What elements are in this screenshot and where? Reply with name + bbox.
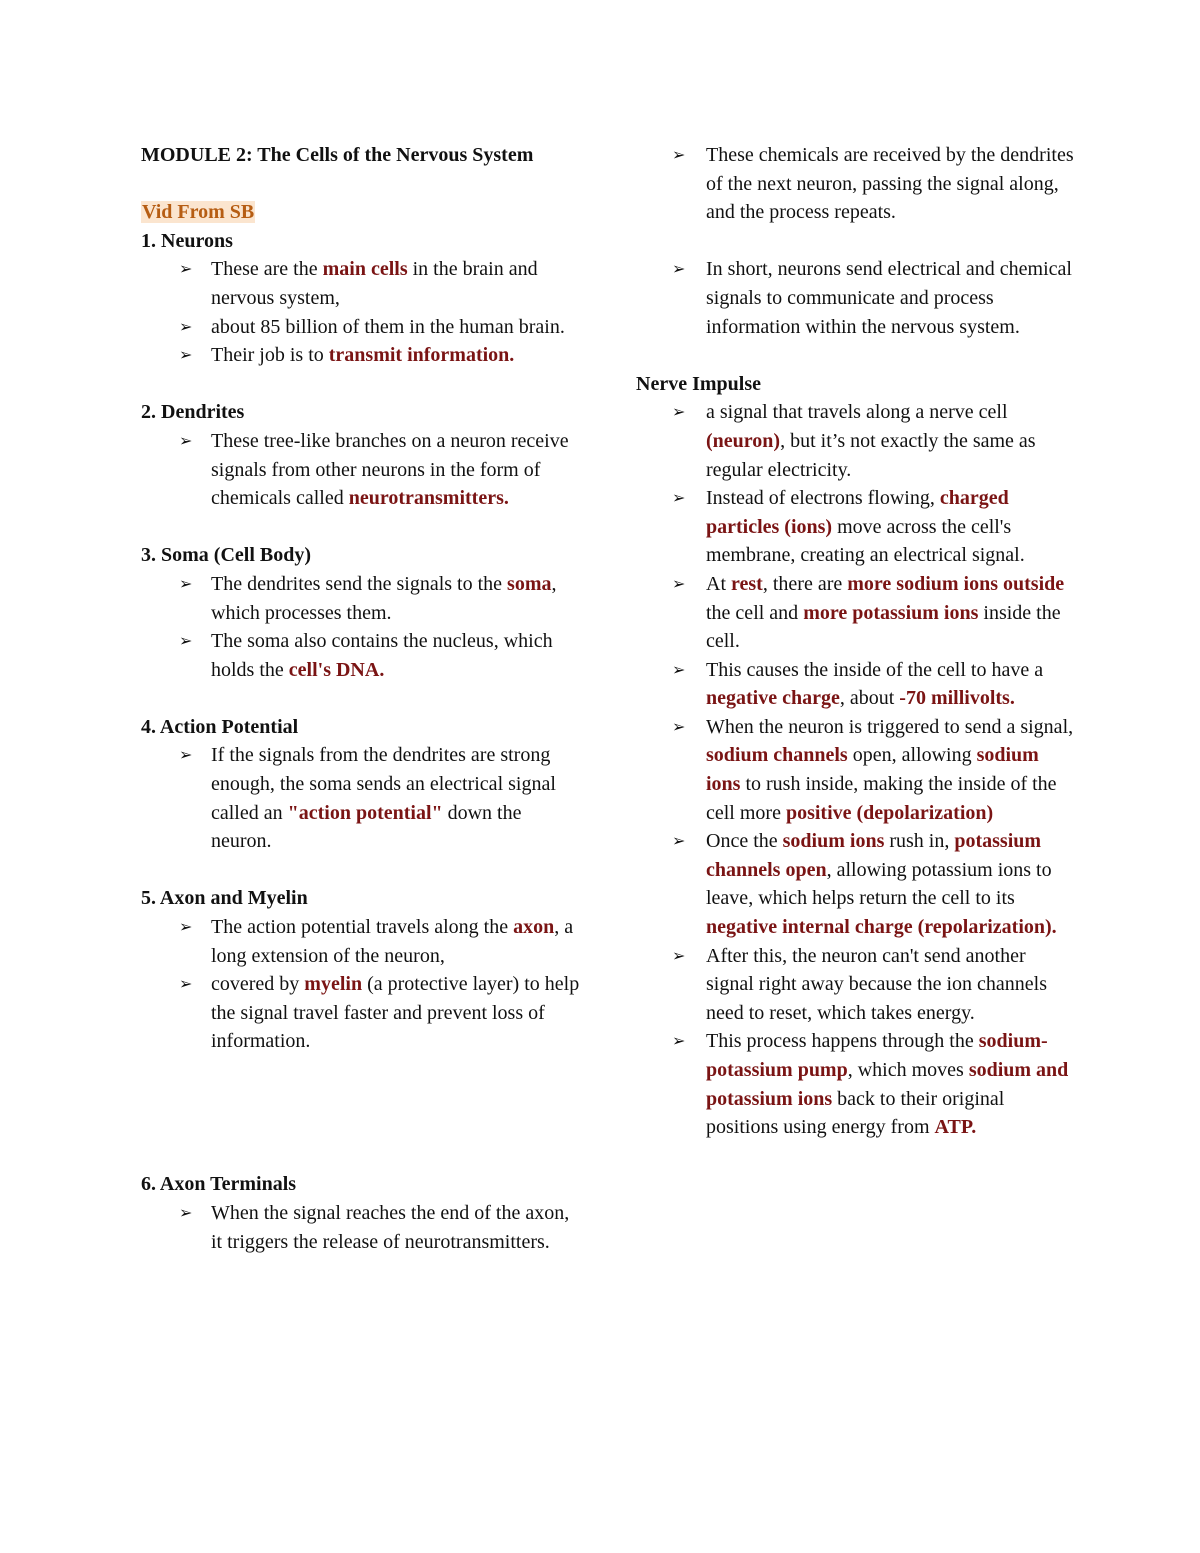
arrow-bullet-icon: ➢ — [672, 573, 686, 593]
blank-line — [141, 170, 581, 199]
bullet-text: , which processes them. — [211, 572, 557, 624]
highlighted-term: "action potential" — [287, 801, 443, 824]
bullet-list — [141, 255, 581, 369]
arrow-bullet-icon: ➢ — [672, 145, 686, 164]
arrow-bullet-icon: ➢ — [672, 259, 686, 279]
bullet-text: inside the cell. — [706, 601, 1061, 653]
left-column — [141, 141, 581, 1256]
blank-line — [141, 1085, 581, 1114]
bullet-list — [141, 741, 581, 855]
bullet-text: When the neuron is triggered to send a signal, — [706, 715, 1074, 738]
highlighted-term: axon — [513, 916, 555, 939]
bullet-text: In short, neurons send electrical and chemical signals to communicate and process information within the nervous system. — [706, 258, 1072, 338]
bullet-item — [141, 341, 581, 370]
bullet-text: When the signal reaches the end of the axon, it triggers the release of neurotransmitters. — [211, 1201, 570, 1253]
bullet-item — [141, 313, 581, 342]
highlighted-term: main cells — [322, 258, 408, 281]
highlighted-term: myelin — [304, 973, 363, 996]
arrow-bullet-icon: ➢ — [179, 259, 193, 279]
arrow-bullet-icon: ➢ — [672, 659, 686, 679]
blank-line — [141, 1056, 581, 1085]
bullet-text: (a protective layer) to help the signal travel faster and prevent loss of information. — [211, 973, 580, 1053]
bullet-item — [141, 913, 581, 970]
section-heading-5-axon-and-myelin: 5. Axon and Myelin — [141, 887, 308, 910]
bullet-text: move across the cell's membrane, creating an electrical signal. — [706, 515, 1025, 567]
arrow-bullet-icon: ➢ — [179, 345, 193, 365]
bullet-item — [141, 427, 581, 513]
highlighted-term: ATP. — [934, 1116, 977, 1139]
bullet-text: , about — [839, 687, 900, 710]
highlighted-term: sodium and potassium ions — [706, 1059, 1069, 1110]
bullet-text: down the neuron. — [211, 801, 522, 853]
highlighted-term: more sodium ions outside — [847, 572, 1065, 595]
blank-line — [636, 227, 1076, 256]
section-heading-2-dendrites: 2. Dendrites — [141, 401, 245, 424]
highlighted-term: transmit information. — [328, 344, 515, 367]
arrow-bullet-icon: ➢ — [179, 1202, 193, 1222]
blank-line — [141, 684, 581, 713]
bullet-list — [141, 913, 581, 1056]
section-heading-3-soma-cell-body: 3. Soma (Cell Body) — [141, 544, 311, 567]
bullet-list — [141, 1199, 581, 1256]
highlighted-term: sodium ions — [782, 830, 885, 853]
bullet-text: rush in, — [884, 830, 955, 853]
bullet-text: Once the — [706, 830, 783, 853]
highlighted-term: sodium ions — [706, 744, 1039, 796]
bullet-text: Their job is to — [211, 344, 329, 367]
bullet-item — [636, 484, 1076, 570]
bullet-text: the cell and — [706, 601, 804, 624]
bullet-list — [141, 427, 581, 513]
bullet-text: These chemicals are received by the dendrites of the next neuron, passing the signal along, and the process repeats. — [706, 144, 1074, 224]
bullet-text: open, allowing — [847, 744, 977, 767]
arrow-bullet-icon: ➢ — [179, 917, 193, 937]
bullet-item — [141, 627, 581, 684]
arrow-bullet-icon: ➢ — [672, 945, 686, 965]
bullet-item — [141, 741, 581, 855]
arrow-bullet-icon: ➢ — [179, 631, 193, 651]
arrow-bullet-icon: ➢ — [179, 430, 193, 450]
highlighted-term: rest — [731, 572, 763, 595]
bullet-text: The dendrites send the signals to the — [211, 572, 508, 595]
section-heading-6-axon-terminals: 6. Axon Terminals — [141, 1173, 297, 1196]
arrow-bullet-icon: ➢ — [179, 573, 193, 593]
bullet-item — [141, 1199, 581, 1256]
highlighted-term: neurotransmitters. — [348, 487, 509, 510]
bullet-text: , there are — [762, 572, 848, 595]
bullet-text: covered by — [211, 973, 305, 996]
bullet-item — [636, 398, 1076, 484]
bullet-item — [636, 656, 1076, 713]
bullet-text: , but it’s not exactly the same as regular electricity. — [706, 429, 1036, 481]
highlighted-term: positive (depolarization) — [785, 801, 994, 824]
bullet-text: The action potential travels along the — [211, 916, 514, 939]
arrow-bullet-icon: ➢ — [179, 745, 193, 765]
bullet-text: in the brain and nervous system, — [211, 258, 538, 309]
bullet-list — [141, 570, 581, 684]
highlighted-term: negative charge — [706, 687, 840, 710]
section-heading-nerve-impulse: Nerve Impulse — [636, 372, 761, 395]
bullet-item — [141, 970, 581, 1056]
bullet-text: The soma also contains the nucleus, which holds the — [211, 630, 553, 681]
bullet-text: After this, the neuron can't send another signal right away because the ion channels need to reset, which takes energy. — [706, 944, 1047, 1024]
bullet-item — [141, 255, 581, 312]
arrow-bullet-icon: ➢ — [672, 1031, 686, 1051]
bullet-item — [636, 942, 1076, 1028]
bullet-text: , a long extension of the neuron, — [211, 916, 574, 967]
right-column — [636, 141, 1076, 1142]
bullet-text: a signal that travels along a nerve cell — [706, 401, 1008, 424]
section-heading-1-neurons: 1. Neurons — [141, 229, 233, 252]
bullet-item — [141, 570, 581, 627]
bullet-list — [636, 141, 1076, 227]
bullet-text: to rush inside, making the inside of the cell more — [706, 773, 1057, 824]
bullet-list — [636, 255, 1076, 341]
highlighted-term: -70 millivolts. — [899, 687, 1015, 710]
bullet-item — [636, 827, 1076, 941]
blank-line — [141, 1142, 581, 1171]
highlighted-term: potassium channels open — [706, 830, 1042, 881]
bullet-text: about 85 billion of them in the human brain. — [211, 315, 565, 338]
blank-line — [141, 1113, 581, 1142]
bullet-item — [636, 570, 1076, 656]
bullet-item — [636, 1027, 1076, 1141]
bullet-text: , allowing potassium ions to leave, which helps return the cell to its — [706, 858, 1052, 910]
document-title: MODULE 2: The Cells of the Nervous System — [141, 144, 534, 166]
highlighted-term: (neuron) — [706, 429, 781, 452]
arrow-bullet-icon: ➢ — [179, 316, 193, 336]
highlighted-term: more potassium ions — [803, 601, 979, 624]
bullet-text: This causes the inside of the cell to have a — [706, 658, 1044, 681]
bullet-text: , which moves — [847, 1059, 969, 1081]
bullet-text: This process happens through the — [706, 1030, 979, 1053]
arrow-bullet-icon: ➢ — [672, 488, 686, 508]
bullet-item — [636, 141, 1076, 227]
arrow-bullet-icon: ➢ — [672, 716, 686, 736]
bullet-item — [636, 255, 1076, 341]
arrow-bullet-icon: ➢ — [672, 402, 686, 422]
bullet-text: At — [706, 572, 731, 595]
blank-line — [636, 341, 1076, 370]
arrow-bullet-icon: ➢ — [672, 831, 686, 851]
highlighted-term: cell's DNA. — [288, 658, 385, 681]
highlighted-term: sodium channels — [706, 744, 848, 767]
blank-line — [141, 370, 581, 399]
arrow-bullet-icon: ➢ — [179, 974, 193, 994]
source-subheading-text: Vid From SB — [142, 201, 255, 224]
highlighted-term: sodium-potassium pump — [706, 1030, 1048, 1081]
bullet-item — [636, 713, 1076, 827]
source-subheading — [141, 198, 581, 227]
bullet-text: These are the — [211, 258, 323, 281]
bullet-list — [636, 398, 1076, 1141]
bullet-text: back to their original positions using energy from — [706, 1087, 1005, 1139]
highlighted-term: charged particles (ions) — [706, 487, 1009, 538]
highlighted-term: negative internal charge (repolarization). — [706, 916, 1057, 939]
bullet-text: Instead of electrons flowing, — [706, 487, 940, 510]
highlighted-term: soma — [507, 572, 552, 595]
blank-line — [141, 856, 581, 885]
bullet-text: These tree-like branches on a neuron receive signals from other neurons in the form of chemicals called — [211, 429, 569, 510]
bullet-text: If the signals from the dendrites are strong enough, the soma sends an electrical signal called an — [211, 744, 556, 824]
blank-line — [141, 513, 581, 542]
section-heading-4-action-potential: 4. Action Potential — [141, 715, 299, 738]
